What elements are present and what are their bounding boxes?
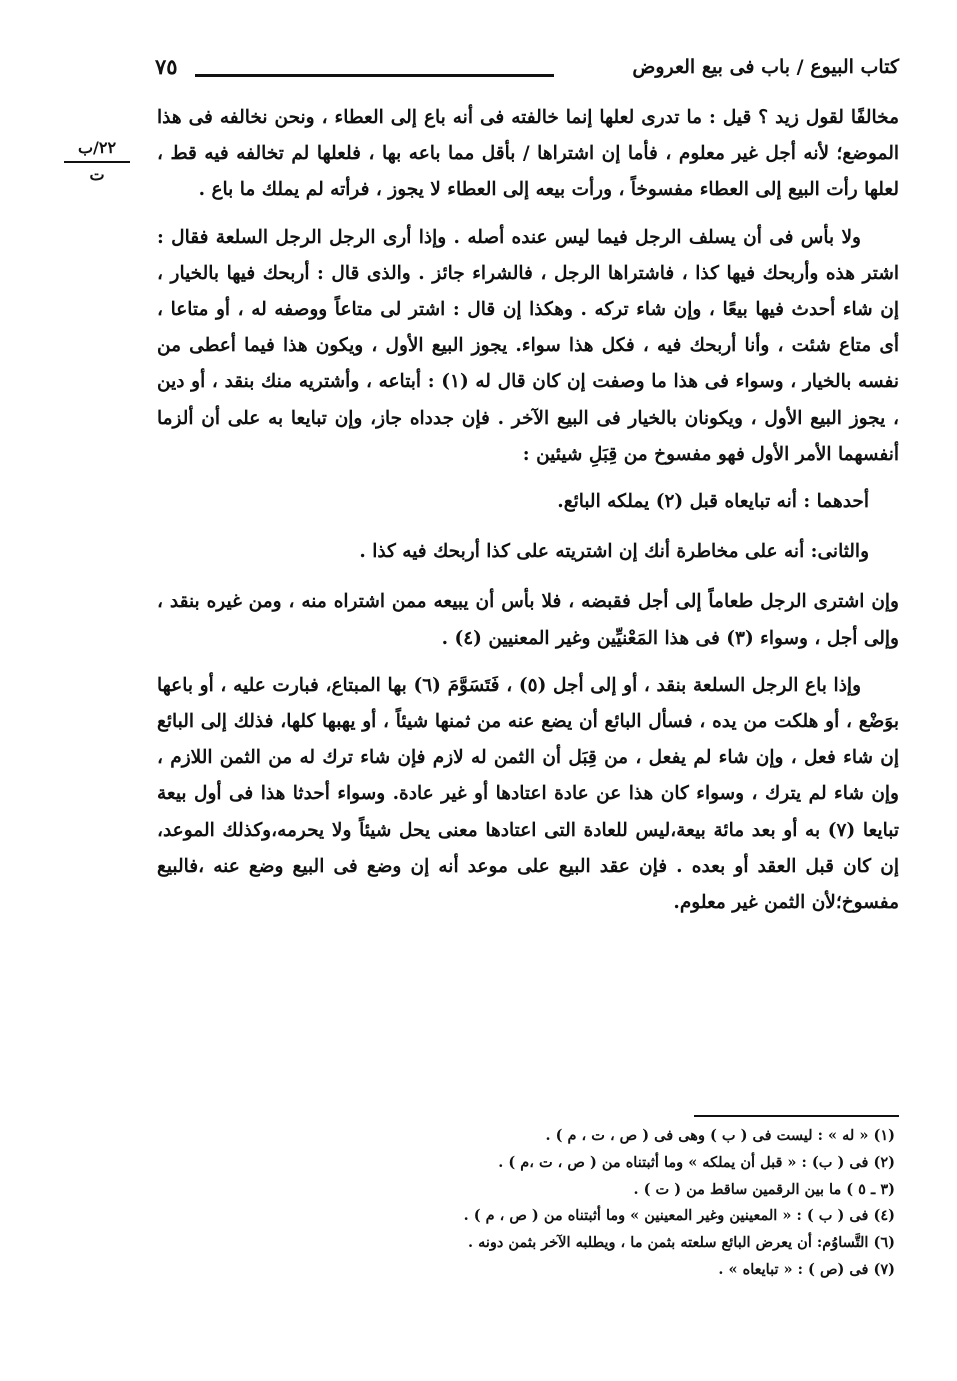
header-rule [195,74,554,77]
footnote-2: (٢) فى ( ب) : « قبل أن يملكه » وما أثبتناه من ( ص ، ت ،م ) . [498,1153,895,1171]
footnote-7: (٧) فى (ص ) : « تبايعاه » . [718,1260,895,1278]
item-lead-first: أحدهما : [803,491,869,513]
folio-number: ٢٢/ب [64,138,130,163]
footnote-1: (١) « له » : ليست فى ( ب ) وهى فى ( ص ، ت ، م ) . [545,1127,895,1144]
list-item-first-reason [157,484,899,520]
page-number: ٧٥ [155,54,178,79]
main-text [157,100,899,932]
footnotes-section [157,1115,899,1284]
paragraph-1: مخالفًا لقول زيد ؟ قيل : ما تدرى لعلها إنما خالفته فى أنه باع إلى العطاء ، ونحن نخالفه فى هذا الموضع؛ لأنه أجل غير معلوم ، فأما إن اشتراها / بأقل مما باعه بها ، فلعلها لم تخالفه فيه قط ، لعلها رأت البيع إلى العطاء مفسوخاً ، ورأت بيعه إلى العطاء لا يجوز ، فرأته لم يملك ما باع . [157,107,899,201]
list-item-second-reason [157,534,899,570]
manuscript-folio-note [64,138,130,184]
header-title: كتاب البيوع / باب فى بيع العروض [632,56,899,78]
item-text-second: أنه على مخاطرة أنك إن اشتريته على كذا أربحك فيه كذا . [359,541,805,563]
paragraph-3: وإن اشترى الرجل طعاماً إلى أجل فقبضه ، فلا بأس أن يبيعه ممن اشتراه منه ، ومن غيره بنقد ، وإلى أجل ، وسواء (٣) فى هذا المَعْنيِّين وغير المعنيين (٤) . [157,591,899,649]
paragraph-2: ولا بأس فى أن يسلف الرجل فيما ليس عنده أصله . وإذا أرى الرجل الرجل السلعة فقال : اشتر هذه وأربحك فيها كذا ، فاشتراها الرجل ، فالشراء جائز . والذى قال : أربحك فيها بالخيار ، إن شاء أحدث فيها بيعًا ، وإن شاء تركه . وهكذا إن قال : اشتر لى متاعاً ووصفه له ، أو متاعا ، أى متاع شئت ، وأنا أربحك فيه ، فكل هذا سواء. يجوز البيع الأول ، ويكون هذا فيما أعطى من نفسه بالخيار ، وسواء فى هذا ما وصفت إن كان قال له (١) : أبتاعه ، وأشتريه منك بنقد ، أو دين ، يجوز البيع الأول ، ويكونان بالخيار فى البيع الآخر . فإن جدداه جاز، وإن تبايعا به على أن ألزما أنفسهما الأمر الأول فهو مفسوخ من قِبَلِ شيئين : [157,226,899,465]
footnote-6: (٦) التَّساوُم: أن يعرض البائع سلعته بثمن ما ، ويطلبه الآخر بثمن دونه . [468,1234,895,1252]
item-lead-second: والثانى: [810,541,869,563]
paragraph-4: وإذا باع الرجل السلعة بنقد ، أو إلى أجل (٥) ، فَتَسَوَّمَ (٦) بها المبتاع، فبارت عليه ، أو باعها بوَضْع ، أو هلكت من يده ، فسأل البائع أن يضع عنه من ثمنها شيئاً ، أو يهبها كلها، فذلك إلى البائع إن شاء فعل ، وإن شاء لم يفعل ، من قِبَل أن الثمن له لازم فإن شاء ترك له من الثمن اللازم ، وإن شاء لم يترك ، وسواء كان هذا عن عادة اعتادها أو غير عادة. وسواء أحدثا هذا فى أول بيعة تبايعا (٧) به أو بعد مائة بيعة،ليس للعادة التى اعتادها معنى يحل شيئاً ولا يحرمه،وكذلك الموعد، إن كان قبل العقد أو بعده . فإن عقد البيع على موعد أنه إن وضع فى البيع وضع عنه ،فالبيع مفسوخ؛لأن الثمن غير معلوم. [157,674,900,914]
running-header [155,52,899,92]
footnote-4: (٤) فى ( ب ) : « المعينين وغير المعينين » وما أثبتناه من ( ص ، م ) . [463,1207,895,1225]
footnote-3-5: (٣ ـ ٥ ) ما بين الرقمين ساقط من ( ت ) . [633,1180,895,1198]
footnote-separator [694,1115,899,1117]
item-text-first: أنه تبايعاه قبل (٢) يملكه البائع. [557,491,797,513]
folio-manuscript-siglum: ت [89,165,105,184]
